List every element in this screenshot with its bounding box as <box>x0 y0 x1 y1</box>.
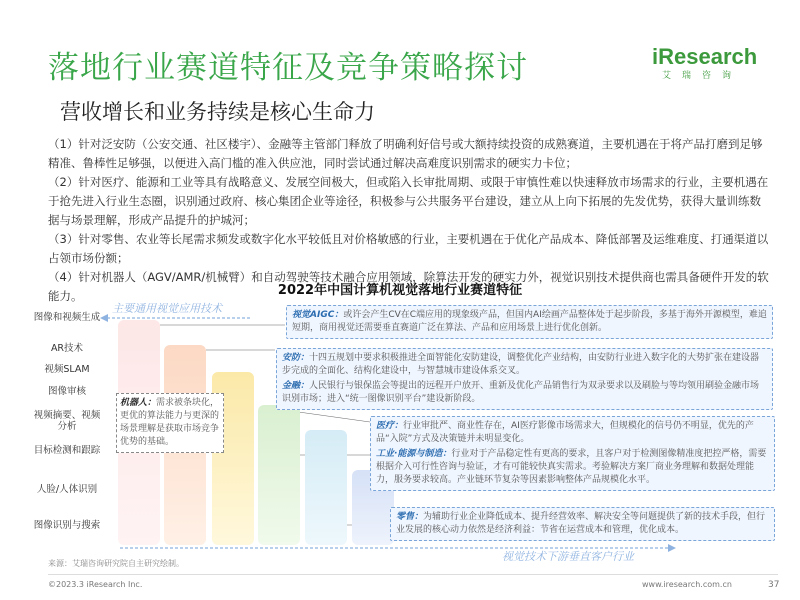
bottom-arrow-label: 视觉技术下游垂直客户行业 <box>502 550 634 563</box>
bottom-arrowhead <box>668 544 676 552</box>
annotation-text: 或许会产生CV在C端应用的现象级产品，但国内AI绘画产品整体处于起步阶段，多基于海外开源模型，难追短期，商用视觉还需要垂直赛道广泛在算法、产品和应用场景上进行优化创新。 <box>292 310 767 333</box>
row-label: 人脸/人体识别 <box>36 484 98 495</box>
annotation-medical-industry <box>370 416 775 491</box>
robot-note-text: 需求被条块化，更优的算法能力与更深的场景理解是获取市场竞争优势的基础。 <box>120 398 220 447</box>
row-label: 视频SLAM <box>44 364 90 375</box>
row-label: 图像识别与搜索 <box>33 520 101 531</box>
paragraph-2: （2）针对医疗、能源和工业等具有战略意义、发展空间极大，但或陷入长审批周期、或限于审慎性难以快速释放市场需求的行业，主要机遇在于抢先进入行业生态圈，识别通过政府、核心集团企业等途径，积极参与公共服务平台建设，建立从上向下拓展的先发优势，获得大量训练数据与场景理解，形成产品提升的护城河； <box>48 175 769 227</box>
annotation-key: 工业·能源与制造： <box>376 449 452 459</box>
annotation-key: 金融： <box>282 381 310 391</box>
row-label: 视频摘要、视频分析 <box>33 410 101 432</box>
bar-cyan <box>305 430 347 545</box>
annotation-key: 零售： <box>396 512 424 522</box>
annotation-retail <box>390 507 775 541</box>
row-label: 图像和视频生成 <box>33 312 101 323</box>
annotation-aigc <box>286 305 773 339</box>
row-label: 目标检测和跟踪 <box>33 445 101 456</box>
annotation-security-finance <box>276 348 773 410</box>
page-title: 落地行业赛道特征及竞争策略探讨 <box>48 50 528 86</box>
row-label: AR技术 <box>50 343 84 354</box>
chart-title: 2022年中国计算机视觉落地行业赛道特征 <box>277 283 523 298</box>
paragraph-1: （1）针对泛安防（公安交通、社区楼宇）、金融等主管部门释放了明确利好信号或大额持续投资的成熟赛道，主要机遇在于将产品打磨到足够精准、鲁棒性足够强，以便进入高门槛的准入供应池，同时尝试通过解决高难度识别需求的硬实力卡位； <box>48 137 763 170</box>
logo-subtext: 艾瑞咨询 <box>662 71 743 81</box>
footer-divider <box>48 574 778 575</box>
page-number: 37 <box>768 580 780 590</box>
robot-note <box>116 393 224 453</box>
footer-copyright: ©2023.3 iResearch Inc. <box>48 580 143 589</box>
annotation-key: 安防： <box>282 353 310 363</box>
robot-note-key: 机器人： <box>120 398 157 408</box>
annotation-text: 行业对于产品稳定性有更高的要求，且客户对于检测图像精准度把控严格，需要根据介入可行性咨询与验证，才有可能较快真实需求。考验解决方案厂商业务理解和数据处理能力，服务要求较高。产业链环节复杂等因素影响整体产品规模化水平。 <box>376 449 767 485</box>
row-label: 图像审核 <box>47 386 86 397</box>
annotation-key: 视觉AIGC： <box>292 310 344 320</box>
footer-url[interactable]: www.iresearch.com.cn <box>642 580 732 589</box>
annotation-key: 医疗： <box>376 421 404 431</box>
page-subtitle: 营收增长和业务持续是核心生命力 <box>60 100 375 124</box>
paragraph-4: （4）针对机器人（AGV/AMR/机械臂）和自动驾驶等技术融合应用领域，除算法开发的硬实力外，视觉识别技术提供商也需具备硬件开发的软能力。 <box>48 270 769 303</box>
bar-green <box>258 405 300 545</box>
paragraph-3: （3）针对零售、农业等长尾需求频发或数字化水平较低且对价格敏感的行业，主要机遇在于优化产品成本、降低部署及运维难度、打通渠道以占领市场份额； <box>48 232 769 265</box>
logo-wordmark: iResearch <box>652 44 758 69</box>
annotation-text: 行业审批严、商业性存在，AI医疗影像市场需求大，但规模化的信号仍不明显，优先的产品“入院”方式及决策链并未明显变化。 <box>376 421 754 444</box>
top-arrow-label: 主要通用视觉应用技术 <box>112 302 222 315</box>
source-note: 来源：艾瑞咨询研究院自主研究绘制。 <box>48 559 184 568</box>
annotation-text: 十四五规划中要求积极推进全面智能化安防建设，调整优化产业结构，由安防行业进入数字化的大势扩张在建设器步完成的全面化、结构化建设中，与智慧城市建设体系交叉。 <box>282 353 760 376</box>
annotation-text: 为辅助行业企业降低成本、提升经营效率、解决安全等问题提供了新的技术手段，但行业发展的核心动力依然是经济利益：节省在运营成本和管理，优化成本。 <box>396 512 766 535</box>
annotation-text: 人民银行与银保监会等提出的远程开户放开、重新及优化产品销售行为双录要求以及刷脸与等均领用刷验金融市场识别市场；进入“统一图像识别平台”建设新阶段。 <box>282 381 760 404</box>
